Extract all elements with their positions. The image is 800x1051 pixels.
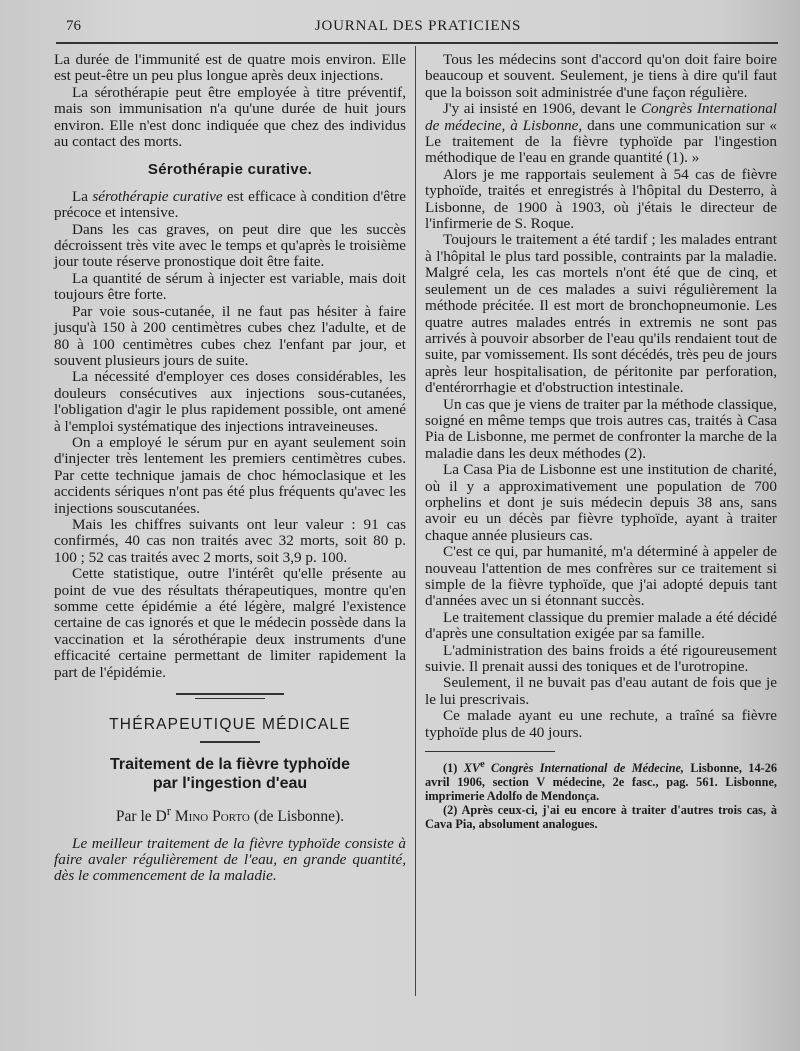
paragraph: Ce malade ayant eu une rechute, a traîné sa fièvre typhoïde plus de 40 jours.	[425, 707, 777, 741]
paragraph: Tous les médecins sont d'accord qu'on doit faire boire beaucoup et souvent. Seulement, je tiens à dire qu'il faut que la boisson soit administrée d'une façon régulière.	[425, 51, 777, 101]
paragraph: L'administration des bains froids a été rigoureusement suivie. Il prenait aussi des toniques et de l'urotropine.	[425, 641, 777, 676]
paragraph: Mais les chiffres suivants ont leur valeur : 91 cas confirmés, 40 cas non traités avec 32 morts, soit 80 p. 100 ; 52 cas traités avec 2 morts, soit 3,9 p. 100.	[54, 515, 406, 566]
paragraph: J'y ai insisté en 1906, devant le Congrès International de médecine, à Lisbonne, dans une communication sur « Le traitement de la fièvre typhoïde par l'ingestion méthodique de l'eau en grande quantité (1). »	[425, 100, 778, 167]
footnote-rule	[425, 751, 555, 752]
right-column	[425, 52, 777, 831]
paragraph: La durée de l'immunité est de quatre mois environ. Elle est peut-être un peu plus longue après deux injections.	[54, 51, 406, 85]
paragraph: Par voie sous-cutanée, il ne faut pas hésiter à faire jusqu'à 150 à 200 centimètres cubes chez l'adulte, et de 80 à 100 centimètres cubes chez l'enfant par jour, et souvent plusieurs jours de suite.	[54, 302, 406, 369]
running-title: JOURNAL DES PRATICIENS	[314, 18, 522, 34]
paragraph: Un cas que je viens de traiter par la méthode classique, soigné en même temps que trois autres cas, traités à Casa Pia de Lisbonne, me permet de confronter la marche de la maladie dans les deux méthodes (2).	[425, 395, 777, 462]
column-divider	[415, 46, 416, 996]
section-title: THÉRAPEUTIQUE MÉDICALE	[109, 716, 351, 734]
paragraph: Cette statistique, outre l'intérêt qu'elle présente au point de vue des résultats thérapeutiques, montre qu'en somme cette épidémie a été légère, malgré l'existence certaine de cas ignorés et que le médecin possède dans la vaccination et la sérothérapie deux instruments d'une efficacité certaine permettant de limiter rapidement la part de l'épidémie.	[54, 565, 406, 681]
header-rule	[56, 42, 778, 44]
subheading: Sérothérapie curative.	[147, 161, 313, 179]
paragraph: La Casa Pia de Lisbonne est une institution de charité, où il y a approximativement une population de 700 orphelins et dont je suis médecin depuis 38 ans, sans avoir eu un décès par fièvre typhoïde, ayant à traiter chaque année plusieurs cas.	[425, 461, 777, 544]
paragraph: Toujours le traitement a été tardif ; les malades entrant à l'hôpital le plus tard possible, contraints par la maladie. Malgré cela, les cas mortels n'ont été que de cinq, et seulement un de ces malades a suivi régulièrement la méthode précitée. Il est mort de bronchopneumonie. Les quatre autres malades entrés in extremis ne sont pas arrivés à pouvoir absorber de l'eau qu'ils rendaient tout de suite, par vomissement. Ils sont décédés, très peu de jours après leur hospitalisation, de péritonite par perforation, d'entérorrhagie et d'obstruction intestinale.	[425, 231, 777, 397]
paragraph: Le traitement classique du premier malade a été décidé d'après une consultation exigée par sa famille.	[425, 608, 777, 643]
paragraph: La sérothérapie curative est efficace à condition d'être précoce et intensive.	[54, 187, 406, 222]
section-ornament	[54, 693, 406, 703]
paragraph: Dans les cas graves, on peut dire que les succès décroissent très vite avec le temps et qu'après le troisième jour toute réserve pronostique doit être faite.	[54, 220, 406, 271]
page-number: 76	[66, 18, 81, 34]
footnote-1: (1) XVe Congrès International de Médecine, Lisbonne, 14-26 avril 1906, section V médecine, 2e fasc., pag. 561. Lisbonne, imprimerie Adolfo de Mendonça.	[425, 759, 777, 804]
paragraph: Alors je me rapportais seulement à 54 cas de fièvre typhoïde, traités et enregistrés à l'hôpital du Desterro, à Lisbonne, de 1900 à 1903, où j'étais le directeur de l'infirmerie de S. Roque.	[425, 165, 777, 233]
paragraph: C'est ce qui, par humanité, m'a déterminé à appeler de nouveau l'attention de mes confrères sur ce traitement si simple de la fièvre typhoïde, que j'ai adopté depuis tant d'années avec un si étonnant succès.	[425, 543, 777, 610]
article-title: Traitement de la fièvre typhoïde par l'ingestion d'eau	[109, 755, 351, 792]
article-lead: Le meilleur traitement de la fièvre typhoïde consiste à faire avaler régulièrement de l'eau, en grande quantité, dès le commencement de la maladie.	[54, 834, 406, 885]
byline: Par le $D^r$ Mino Porto (de Lisbonne).	[115, 802, 345, 826]
title-rule	[200, 741, 260, 743]
paragraph: La nécessité d'employer ces doses considérables, les douleurs consécutives aux injections sous-cutanées, l'obligation d'agir le plus rapidement possible, ont amené à l'emploi systématique des injections intraveineuses.	[54, 368, 406, 435]
footnote-2: (2) Après ceux-ci, j'ai eu encore à traiter d'autres trois cas, à Cava Pia, absolument analogues.	[425, 803, 777, 832]
paragraph: Seulement, il ne buvait pas d'eau autant de fois que je le lui prescrivais.	[425, 674, 777, 708]
paragraph: La sérothérapie peut être employée à titre préventif, mais son immunisation n'a qu'une durée de huit jours environ. Elle n'est donc indiquée que chez des individus au contact des morts.	[54, 83, 406, 151]
page-header	[60, 18, 776, 40]
left-column	[54, 52, 406, 885]
paragraph: On a employé le sérum pur en ayant seulement soin d'injecter très lentement les premiers centimètres cubes. Par cette technique jamais de choc hémoclasique et les accidents sériques n'ont pas été plus fréquents qu'avec les injections souscutanées.	[54, 433, 406, 517]
paragraph: La quantité de sérum à injecter est variable, mais doit toujours être forte.	[54, 269, 406, 304]
